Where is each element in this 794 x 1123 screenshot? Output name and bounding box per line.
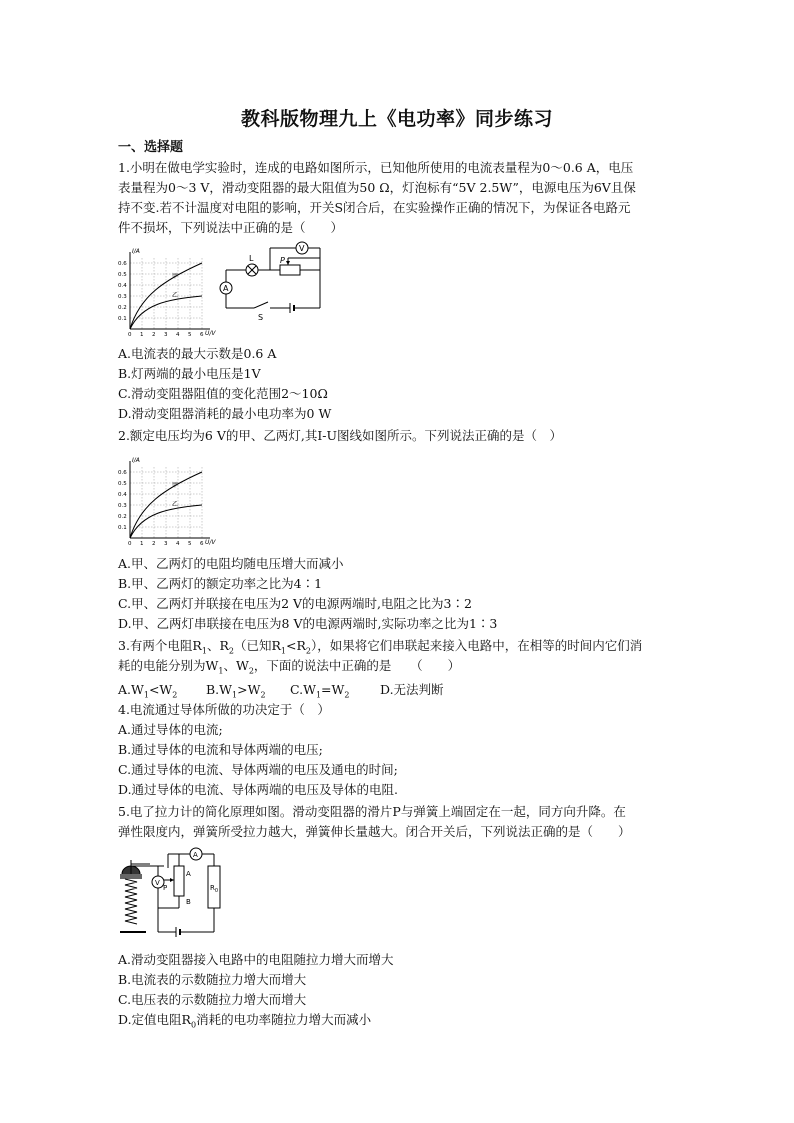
graph1-xtick: 4 [176, 332, 180, 338]
graph2-xtick: 5 [188, 541, 192, 547]
circuit2-ammeter-label: A [193, 851, 198, 859]
q3-options-row [118, 680, 444, 700]
graph2-ytick: 0.5 [118, 481, 127, 487]
iu-graph-2 [116, 455, 220, 547]
circuit2-resistor-label: $R_0$ [210, 884, 219, 894]
iu-graph-1 [116, 246, 220, 338]
q2-option-b: B.甲、乙两灯的额定功率之比为4∶1 [118, 576, 323, 591]
graph1-label-jia: 甲 [172, 273, 179, 280]
graph1-xtick: 1 [140, 332, 144, 338]
circuit-diagram-2 [116, 846, 236, 938]
graph2-ytick: 0.4 [118, 492, 127, 498]
graph1-ytick: 0.5 [118, 272, 127, 278]
graph2-xtick: 4 [176, 541, 180, 547]
q2-option-a: A.甲、乙两灯的电阻均随电压增大而减小 [118, 556, 344, 571]
circuit1-switch-label: S [258, 313, 264, 322]
graph1-xtick: 2 [152, 332, 156, 338]
circuit2-terminal-b: B [186, 898, 191, 906]
q1-option-a: A.电流表的最大示数是0.6 A [118, 346, 277, 361]
q1-line-4: 件不损坏，下列说法中正确的是（ ） [118, 220, 344, 235]
q1-line-2: 表量程为0～3 V，滑动变阻器的最大阻值为50 Ω，灯泡标有“5V 2.5W”，电源电压为6V且保 [118, 180, 636, 195]
q4-line: 4.电流通过导体所做的功决定于（ ） [118, 702, 330, 717]
graph2-label-jia: 甲 [172, 482, 179, 489]
q3-line-1: 3.有两个电阻$R_1$、$R_2$（已知$R_1<R_2$），如果将它们串联起来接入电路中，在相等的时间内它们消 [118, 638, 643, 656]
graph1-xtick: 6 [200, 332, 204, 338]
graph1-xlabel: U/V [205, 330, 216, 337]
graph2-xtick: 6 [200, 541, 204, 547]
q1-option-b: B.灯两端的最小电压是1V [118, 366, 261, 381]
graph2-ytick: 0.2 [118, 514, 127, 520]
q4-option-b: B.通过导体的电流和导体两端的电压; [118, 742, 323, 757]
graph1-ytick: 0.1 [118, 316, 127, 322]
q3-line-2: 耗的电能分别为$W_1$、$W_2$，下面的说法中正确的是 （ ） [118, 658, 461, 676]
circuit2-slider-label: P [163, 884, 168, 892]
circuit2-terminal-a: A [186, 870, 191, 878]
graph2-xtick: 0 [128, 541, 132, 547]
q3-option-a: $A.W_1<W_2$ [118, 682, 178, 700]
circuit-diagram-1 [214, 236, 326, 322]
q5-option-d: D.定值电阻$R_0$消耗的电功率随拉力增大而减小 [118, 1012, 372, 1030]
q3-option-b: $B.W_1>W_2$ [206, 682, 266, 700]
graph1-xtick: 5 [188, 332, 192, 338]
q5-option-b: B.电流表的示数随拉力增大而增大 [118, 972, 307, 987]
q2-option-c: C.甲、乙两灯并联接在电压为2 V的电源两端时,电阻之比为3∶2 [118, 596, 472, 611]
q5-line-1: 5.电了拉力计的简化原理如图。滑动变阻器的滑片P与弹簧上端固定在一起，同方向升降。在 [118, 804, 626, 819]
circuit1-lamp-label: L [249, 254, 254, 263]
q4-option-c: C.通过导体的电流、导体两端的电压及通电的时间; [118, 762, 398, 777]
graph2-ytick: 0.1 [118, 525, 127, 531]
q3-option-d: D.无法判断 [380, 682, 444, 697]
graph2-ytick: 0.6 [118, 470, 127, 476]
circuit1-ammeter-label: A [223, 284, 229, 293]
graph1-ytick: 0.4 [118, 283, 127, 289]
q1-line-1: 1.小明在做电学实验时，连成的电路如图所示，已知他所使用的电流表量程为0～0.6 A，电压 [118, 160, 634, 175]
q5-option-a: A.滑动变阻器接入电路中的电阻随拉力增大而增大 [118, 952, 394, 967]
circuit2-voltmeter-label: V [155, 879, 160, 887]
q3-option-c: $C.W_1=W_2$ [290, 682, 350, 700]
graph1-ylabel: I/A [132, 248, 140, 255]
graph1-xtick: 0 [128, 332, 132, 338]
graph1-ytick: 0.3 [118, 294, 127, 300]
q2-line: 2.额定电压均为6 V的甲、乙两灯,其I-U图线如图所示。下列说法正确的是（ ） [118, 428, 563, 443]
graph2-xtick: 2 [152, 541, 156, 547]
circuit1-voltmeter-label: V [299, 244, 305, 253]
graph2-ylabel: I/A [132, 457, 140, 464]
graph2-label-yi: 乙 [172, 501, 179, 508]
page-title: 教科版物理九上《电功率》同步练习 [240, 108, 553, 130]
graph1-label-yi: 乙 [172, 292, 179, 299]
circuit1-slider-label: P [280, 256, 285, 265]
graph2-xlabel: U/V [205, 539, 216, 546]
graph1-xtick: 3 [164, 332, 168, 338]
q1-option-c: C.滑动变阻器阻值的变化范围2～10Ω [118, 386, 328, 401]
q2-option-d: D.甲、乙两灯串联接在电压为8 V的电源两端时,实际功率之比为1∶3 [118, 616, 498, 631]
graph2-ytick: 0.3 [118, 503, 127, 509]
q1-option-d: D.滑动变阻器消耗的最小电功率为0 W [118, 406, 332, 421]
q1-line-3: 持不变.若不计温度对电阻的影响，开关S闭合后，在实验操作正确的情况下，为保证各电路元 [118, 200, 631, 215]
section-heading: 一、选择题 [118, 140, 184, 155]
graph1-ytick: 0.6 [118, 261, 127, 267]
q5-option-c: C.电压表的示数随拉力增大而增大 [118, 992, 307, 1007]
q5-line-2: 弹性限度内，弹簧所受拉力越大，弹簧伸长量越大。闭合开关后，下列说法正确的是（ ） [118, 824, 631, 839]
graph1-ytick: 0.2 [118, 305, 127, 311]
q4-option-d: D.通过导体的电流、导体两端的电压及导体的电阻. [118, 782, 399, 797]
q4-option-a: A.通过导体的电流; [118, 722, 223, 737]
graph2-xtick: 1 [140, 541, 144, 547]
graph2-xtick: 3 [164, 541, 168, 547]
